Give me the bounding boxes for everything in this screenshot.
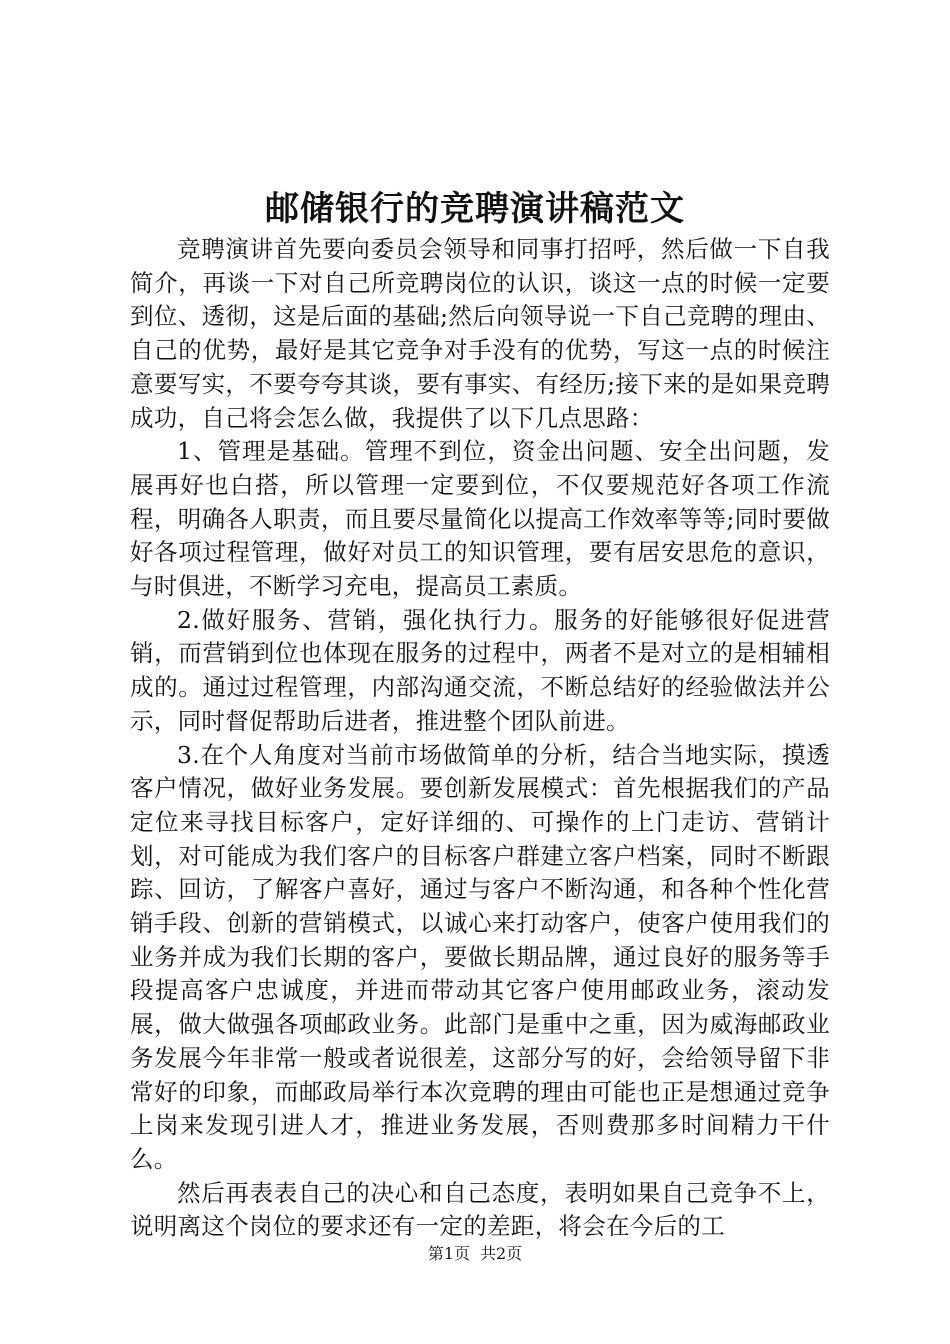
paragraph-point-1: 1、管理是基础。管理不到位，资金出问题、安全出问题，发展再好也白搭，所以管理一定要到位，不仅要规范好各项工作流程，明确各人职责，而且要尽量简化以提高工作效率等等;同时要做好各项过程管理，做好对员工的知识管理，要有居安思危的意识，与时俱进，不断学习充电，提高员工素质。: [130, 437, 830, 601]
page-number-current: 第1页: [427, 1244, 470, 1263]
paragraph-point-2: 2.做好服务、营销，强化执行力。服务的好能够很好促进营销，而营销到位也体现在服务的过程中，两者不是对立的是相辅相成的。通过过程管理，内部沟通交流，不断总结好的经验做法并公示，同时督促帮助后进者，推进整个团队前进。: [130, 605, 830, 735]
document-body: [130, 233, 830, 1244]
paragraph-closing: 然后再表表自己的决心和自己态度，表明如果自己竞争不上，说明离这个岗位的要求还有一定的差距，将会在今后的工: [130, 1178, 830, 1241]
page-number-total: 共2页: [480, 1244, 523, 1263]
paragraph-intro: 竞聘演讲首先要向委员会领导和同事打招呼，然后做一下自我简介，再谈一下对自己所竞聘岗位的认识，谈这一点的时候一定要到位、透彻，这是后面的基础;然后向领导说一下自己竞聘的理由、自己的优势，最好是其它竞争对手没有的优势，写这一点的时候注意要写实，不要夸夸其谈，要有事实、有经历;接下来的是如果竞聘成功，自己将会怎么做，我提供了以下几点思路：: [130, 235, 830, 432]
page-footer: [0, 1242, 950, 1266]
paragraph-point-3: 3.在个人角度对当前市场做简单的分析，结合当地实际，摸透客户情况，做好业务发展。要创新发展模式：首先根据我们的产品定位来寻找目标客户，定好详细的、可操作的上门走访、营销计划，对可能成为我们客户的目标客户群建立客户档案，同时不断跟踪、回访，了解客户喜好，通过与客户不断沟通，和各种个性化营销手段、创新的营销模式，以诚心来打动客户，使客户使用我们的业务并成为我们长期的客户，要做长期品牌，通过良好的服务等手段提高客户忠诚度，并进而带动其它客户使用邮政业务，滚动发展，做大做强各项邮政业务。此部门是重中之重，因为威海邮政业务发展今年非常一般或者说很差，这部分写的好，会给领导留下非常好的印象，而邮政局举行本次竞聘的理由可能也正是想通过竞争上岗来发现引进人才，推进业务发展，否则费那多时间精力干什么。: [130, 740, 830, 1173]
document-title: 邮储银行的竞聘演讲稿范文: [265, 189, 685, 229]
